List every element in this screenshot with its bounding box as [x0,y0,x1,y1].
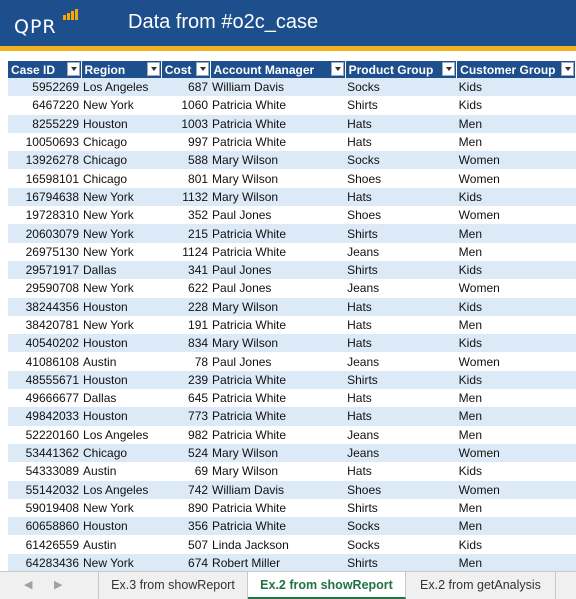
cell-customer-group: Kids [457,188,576,206]
data-table [8,61,576,571]
cell-cost: 1003 [161,115,210,133]
tab-ex3-showreport[interactable]: Ex.3 from showReport [98,572,248,599]
cell-case-id: 60658860 [8,517,81,535]
chevron-left-icon[interactable]: ◀ [24,579,33,591]
table-row[interactable] [8,462,576,480]
cell-cost: 352 [161,206,210,224]
column-header-account-manager[interactable] [210,61,345,78]
cell-region: New York [81,499,161,517]
data-table-container[interactable] [8,61,576,571]
table-row[interactable] [8,133,576,151]
cell-cost: 356 [161,517,210,535]
tab-ex2-showreport[interactable]: Ex.2 from showReport [248,572,406,599]
cell-customer-group: Women [457,151,576,169]
cell-cost: 1124 [161,243,210,261]
table-row[interactable] [8,169,576,187]
cell-case-id: 19728310 [8,206,81,224]
cell-account-manager: Mary Wilson [210,298,345,316]
cell-region: Los Angeles [81,481,161,499]
cell-product-group: Shirts [345,261,457,279]
cell-product-group: Shoes [345,206,457,224]
accent-band [0,46,576,51]
cell-product-group: Hats [345,298,457,316]
cell-region: Houston [81,371,161,389]
chevron-right-icon[interactable]: ▶ [54,579,63,591]
cell-case-id: 52220160 [8,426,81,444]
cell-case-id: 53441362 [8,444,81,462]
cell-product-group: Socks [345,151,457,169]
cell-product-group: Hats [345,133,457,151]
cell-customer-group: Men [457,243,576,261]
cell-cost: 997 [161,133,210,151]
cell-account-manager: Mary Wilson [210,151,345,169]
table-row[interactable] [8,243,576,261]
table-row[interactable] [8,261,576,279]
cell-cost: 801 [161,169,210,187]
table-row[interactable] [8,206,576,224]
column-header-product-group[interactable] [345,61,457,78]
cell-account-manager: Mary Wilson [210,444,345,462]
cell-case-id: 16598101 [8,169,81,187]
cell-cost: 191 [161,316,210,334]
tab-ex2-getanalysis[interactable]: Ex.2 from getAnalysis [406,572,556,599]
table-row[interactable] [8,517,576,535]
cell-account-manager: Patricia White [210,499,345,517]
cell-product-group: Socks [345,78,457,96]
cell-product-group: Jeans [345,243,457,261]
cell-product-group: Jeans [345,352,457,370]
table-row[interactable] [8,279,576,297]
cell-case-id: 41086108 [8,352,81,370]
cell-account-manager: Mary Wilson [210,188,345,206]
cell-customer-group: Men [457,316,576,334]
table-row[interactable] [8,481,576,499]
column-header-customer-group[interactable] [457,61,576,78]
cell-case-id: 29590708 [8,279,81,297]
cell-customer-group: Women [457,444,576,462]
cell-case-id: 54333089 [8,462,81,480]
report-header [0,0,576,46]
cell-product-group: Hats [345,115,457,133]
cell-cost: 1060 [161,96,210,114]
cell-customer-group: Men [457,407,576,425]
cell-account-manager: Patricia White [210,243,345,261]
filter-dropdown-icon[interactable] [442,62,455,76]
table-row[interactable] [8,499,576,517]
cell-cost: 69 [161,462,210,480]
table-row[interactable] [8,96,576,114]
cell-region: New York [81,316,161,334]
cell-customer-group: Kids [457,261,576,279]
column-header-label: Customer Group [460,62,556,77]
cell-case-id: 38420781 [8,316,81,334]
cell-region: Austin [81,352,161,370]
cell-case-id: 40540202 [8,334,81,352]
table-row[interactable] [8,554,576,571]
column-header-label: Case ID [11,62,56,77]
cell-customer-group: Men [457,554,576,571]
table-row[interactable] [8,188,576,206]
cell-product-group: Hats [345,316,457,334]
cell-product-group: Hats [345,334,457,352]
cell-account-manager: Mary Wilson [210,334,345,352]
cell-region: New York [81,554,161,571]
cell-customer-group: Men [457,426,576,444]
cell-customer-group: Men [457,499,576,517]
cell-cost: 228 [161,298,210,316]
cell-region: New York [81,243,161,261]
column-header-label: Region [84,62,126,77]
cell-product-group: Hats [345,407,457,425]
cell-product-group: Shirts [345,499,457,517]
cell-account-manager: Patricia White [210,407,345,425]
cell-cost: 588 [161,151,210,169]
table-row[interactable] [8,298,576,316]
cell-cost: 524 [161,444,210,462]
cell-customer-group: Kids [457,535,576,553]
cell-case-id: 49666677 [8,389,81,407]
cell-customer-group: Kids [457,462,576,480]
column-header-case-id[interactable] [8,61,81,78]
cell-product-group: Hats [345,188,457,206]
cell-account-manager: Patricia White [210,316,345,334]
cell-cost: 890 [161,499,210,517]
cell-product-group: Shirts [345,96,457,114]
cell-product-group: Shirts [345,371,457,389]
cell-case-id: 38244356 [8,298,81,316]
table-row[interactable] [8,407,576,425]
cell-cost: 1132 [161,188,210,206]
cell-case-id: 59019408 [8,499,81,517]
cell-region: Austin [81,462,161,480]
cell-account-manager: Paul Jones [210,279,345,297]
cell-product-group: Hats [345,389,457,407]
cell-region: Chicago [81,169,161,187]
cell-account-manager: Paul Jones [210,206,345,224]
cell-account-manager: Paul Jones [210,261,345,279]
cell-product-group: Shoes [345,481,457,499]
cell-case-id: 6467220 [8,96,81,114]
cell-product-group: Socks [345,517,457,535]
cell-cost: 507 [161,535,210,553]
table-row[interactable] [8,389,576,407]
cell-customer-group: Women [457,206,576,224]
cell-product-group: Shirts [345,554,457,571]
cell-case-id: 49842033 [8,407,81,425]
cell-product-group: Shirts [345,224,457,242]
sheet-tab-bar [0,571,576,599]
table-row[interactable] [8,316,576,334]
cell-cost: 341 [161,261,210,279]
cell-account-manager: Linda Jackson [210,535,345,553]
table-header-row [8,61,576,78]
cell-region: New York [81,279,161,297]
cell-cost: 674 [161,554,210,571]
cell-customer-group: Women [457,279,576,297]
table-row[interactable] [8,535,576,553]
cell-customer-group: Kids [457,78,576,96]
cell-account-manager: Patricia White [210,371,345,389]
cell-customer-group: Kids [457,298,576,316]
cell-region: Dallas [81,261,161,279]
cell-region: Los Angeles [81,78,161,96]
filter-dropdown-icon[interactable] [331,62,344,76]
table-row[interactable] [8,426,576,444]
cell-account-manager: Patricia White [210,389,345,407]
cell-case-id: 48555671 [8,371,81,389]
table-row[interactable] [8,78,576,96]
column-header-label: Product Group [348,62,434,77]
cell-customer-group: Men [457,115,576,133]
cell-region: Houston [81,334,161,352]
cell-product-group: Jeans [345,444,457,462]
cell-customer-group: Men [457,389,576,407]
cell-case-id: 16794638 [8,188,81,206]
cell-case-id: 26975130 [8,243,81,261]
cell-customer-group: Women [457,352,576,370]
cell-account-manager: Mary Wilson [210,169,345,187]
cell-region: Dallas [81,389,161,407]
cell-cost: 742 [161,481,210,499]
table-row[interactable] [8,334,576,352]
cell-cost: 622 [161,279,210,297]
cell-region: Chicago [81,151,161,169]
cell-case-id: 55142032 [8,481,81,499]
column-header-label: Cost [164,62,192,77]
cell-cost: 773 [161,407,210,425]
cell-cost: 215 [161,224,210,242]
cell-customer-group: Women [457,169,576,187]
cell-account-manager: William Davis [210,78,345,96]
cell-account-manager: William Davis [210,481,345,499]
cell-product-group: Hats [345,462,457,480]
cell-customer-group: Women [457,481,576,499]
cell-customer-group: Men [457,133,576,151]
cell-account-manager: Mary Wilson [210,462,345,480]
cell-region: Houston [81,517,161,535]
cell-region: Chicago [81,444,161,462]
table-row[interactable] [8,115,576,133]
cell-customer-group: Kids [457,334,576,352]
table-row[interactable] [8,224,576,242]
cell-customer-group: Kids [457,371,576,389]
cell-customer-group: Men [457,224,576,242]
cell-region: New York [81,188,161,206]
cell-account-manager: Patricia White [210,426,345,444]
cell-cost: 645 [161,389,210,407]
cell-cost: 982 [161,426,210,444]
cell-account-manager: Patricia White [210,96,345,114]
cell-account-manager: Patricia White [210,224,345,242]
cell-case-id: 8255229 [8,115,81,133]
cell-product-group: Shoes [345,169,457,187]
cell-cost: 239 [161,371,210,389]
cell-account-manager: Patricia White [210,115,345,133]
cell-case-id: 61426559 [8,535,81,553]
column-header-cost[interactable] [161,61,210,78]
cell-region: Chicago [81,133,161,151]
table-body [8,78,576,571]
cell-case-id: 10050693 [8,133,81,151]
cell-cost: 78 [161,352,210,370]
filter-dropdown-icon[interactable] [147,62,160,76]
cell-region: New York [81,96,161,114]
cell-region: Houston [81,115,161,133]
cell-product-group: Socks [345,535,457,553]
cell-product-group: Jeans [345,279,457,297]
table-row[interactable] [8,352,576,370]
cell-region: Houston [81,407,161,425]
cell-account-manager: Paul Jones [210,352,345,370]
cell-account-manager: Patricia White [210,133,345,151]
cell-region: Austin [81,535,161,553]
cell-case-id: 5952269 [8,78,81,96]
qpr-logo: QPR [14,16,57,38]
cell-case-id: 64283436 [8,554,81,571]
table-row[interactable] [8,371,576,389]
filter-dropdown-icon[interactable] [196,62,209,76]
cell-case-id: 20603079 [8,224,81,242]
cell-region: Houston [81,298,161,316]
cell-customer-group: Kids [457,96,576,114]
cell-case-id: 29571917 [8,261,81,279]
filter-dropdown-icon[interactable] [67,62,80,76]
cell-region: New York [81,206,161,224]
column-header-region[interactable] [81,61,161,78]
page-title: Data from #o2c_case [128,11,319,33]
cell-cost: 834 [161,334,210,352]
cell-product-group: Jeans [345,426,457,444]
cell-region: Los Angeles [81,426,161,444]
cell-account-manager: Robert Miller [210,554,345,571]
cell-account-manager: Patricia White [210,517,345,535]
cell-region: New York [81,224,161,242]
filter-dropdown-icon[interactable] [561,62,574,76]
table-row[interactable] [8,151,576,169]
cell-case-id: 13926278 [8,151,81,169]
table-row[interactable] [8,444,576,462]
cell-cost: 687 [161,78,210,96]
column-header-label: Account Manager [213,62,315,77]
logo-bars-icon [63,9,79,20]
cell-customer-group: Men [457,517,576,535]
